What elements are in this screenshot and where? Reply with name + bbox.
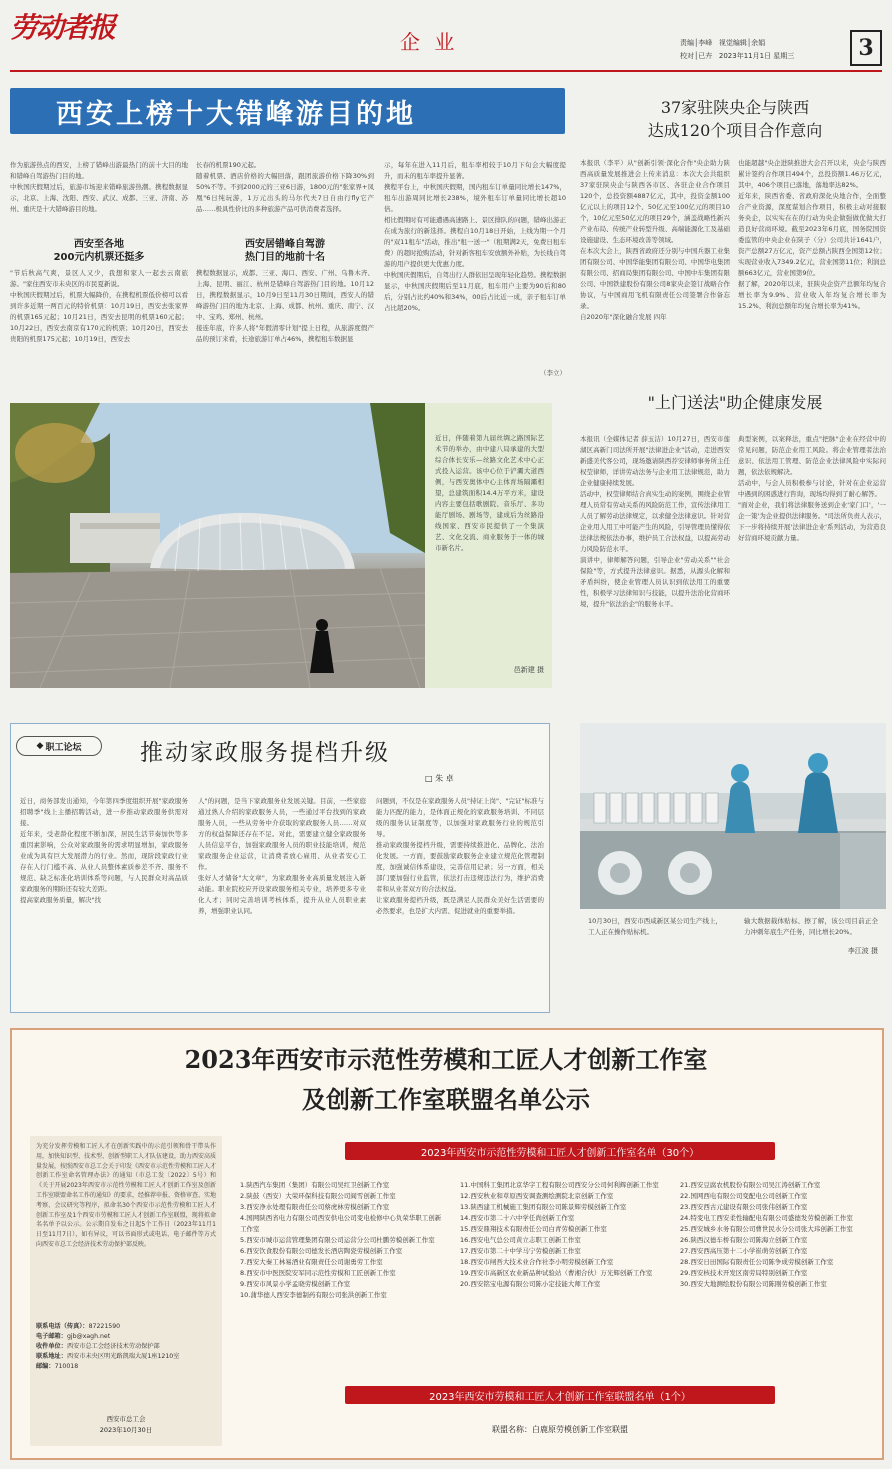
xian-peak-byline: （李立） — [540, 369, 566, 377]
alliance-name: 联盟名称：白鹿原劳模创新工作室联盟 — [492, 1425, 628, 1434]
article-law-body-1: 本报讯（全媒体记者 薛玉洁）10月27日，西安市莲湖区高新门司法所开展"法律进企业"活动，走进西安新盛美代客公司，现场邀请陕西荐安律师事务所主任权莹律师，详讲劳动法务与企业用工法律规范，助力企业健康持续发展。 活动中，权莹律师结合真实生动的案例，围绕企业管理人员常有劳动关系的风险防范工作，宣传法律用工人员了解劳动法律规定，以求健全法律意识。针对营企业用人用工中可能产生的风险，引导管理员懂得依法律法规依法办事，维护员工合法权益，以提高劳动力风险防范水平。 演讲中，律师解答问题，引导企业"劳动关系""社会保险"等，方式提升法律意识。据悉，从源头化解和矛盾纠纷，使企业管理人员认识到依法用工的重要性，积极学习法律知识与技能，以提升法治化营商环境，提升"依法治企"的服务水平。 — [580, 435, 730, 608]
contact-email[interactable]: gjb@xagh.net — [66, 1333, 111, 1340]
xian-peak-subhead-2: 西安居错峰自驾游 热门目的地前十名 — [245, 239, 325, 263]
notice-signature-org: 西安市总工会 — [106, 1415, 146, 1423]
column-tag — [16, 736, 102, 756]
stadium-caption-box — [425, 403, 552, 688]
editor-line: 责编│李峰 视觉编辑│余娟 — [680, 39, 766, 47]
contact-address: 西安市未央区明光路凯瑞大厦1座1210室 — [66, 1353, 180, 1360]
contact-receiver-row: 收件单位：西安市总工会经济技术劳动保护部 — [36, 1343, 160, 1350]
notice-headline-1: 2023年西安市示范性劳模和工匠人才创新工作室 — [184, 1045, 708, 1074]
domestic-body-2: 人"的问题，是当下家政服务业发展关键。目前，一些家庭通过熟人介绍的家政服务人员，一些通过平台找到的家政服务人员，一些从劳务中介获取的家政服务人员……对双方的权益保障还存在不足。对此，需要建立健全家政服务人员信息平台，加强家政服务人员的职业技能培训，规范家政服务企业运营，让消费者放心雇用、从业者安心工作。 张好人才储备"大文章"，为家政服务业高质量发展注入新动能。职业院校应开设家政服务相关专业，培养更多专业化人才；同时完善培训考核体系，提升从业人员职业素养，增强职业认同。 — [198, 797, 366, 915]
masthead-logo: 劳动者报 — [10, 11, 115, 44]
stadium-photo — [10, 403, 425, 688]
headline-37-soe: 37家驻陕央企与陕西 达成120个项目合作意向 — [647, 98, 823, 140]
xian-peak-body-3: 长春的机票190元起。 随着机票、酒店价格的大幅回落，跟团旅游价格下降30%到50%不等。不到2000元的三亚6日游，1800元的"张家界+凤凰"6日纯玩游，1万元出头的马尔代夫7日自由行fly它产品……极具性价比的多种旅游产品可供消费者选择。 — [196, 161, 374, 213]
section-title: 企 业 — [400, 30, 459, 54]
headline-xian-peak: 西安上榜十大错峰游目的地 — [56, 98, 416, 130]
domestic-author: □ 朱 卓 — [425, 774, 454, 783]
xian-peak-subhead-1: 西安至各地 200元内机票还挺多 — [53, 239, 145, 263]
proof-line: 校对│已卉 2023年11月1日 星期三 — [680, 52, 795, 60]
factory-caption-2: 输大数据载体贴标、擦了解，该公司目前正全力冲刺年底生产任务，同比增长20%。 — [744, 917, 878, 936]
column-tag-label: 职工论坛 — [45, 742, 82, 753]
xian-peak-body-1: 作为旅游热点的西安，上榜了错峰出游最热门的前十大目的地和错峰自驾游热门目的地。 中秋国庆假期过后，旅游市场迎来错峰旅游热潮。携程数据显示，北京、上海、沈阳、西安、武汉、成都、三亚、济南、苏州、重庆是十大错峰游目的地。 — [10, 161, 188, 213]
factory-credit: 李江波 摄 — [847, 947, 878, 955]
notice-list-col-3: 21.西安豆腐农机股份有限公司吴江涛创新工作室 22.国网西电有限公司变配电公司创新工作室 23.西安西古元建设有限公司张伟创新工作室 24.特变电工西安柔性输配电有限公司盛德发劳模创新工作室 25.西安城乡水务有限公司曹世民水分公司张大玮创新工作室 26.陕西汉德车桥有限公司陈海立创新工作室 27.西安西高压第十二小学崔萌劳创新工作室 28.西安日田国际有限责任公司陈争成劳模创新工作室 29.西安核技术开发区南劳局特别创新工作室 30.西安大地测绘股份有限公司陈刚劳模创新工作室 — [680, 1181, 853, 1288]
stadium-credit: 邑新建 摄 — [513, 666, 544, 674]
headline-domestic: 推动家政服务提档升级 — [140, 740, 390, 766]
notice-list-col-1: 1.陕西汽车集团（集团）有限公司吴红卫创新工作室 2.陕鼓（西安）大荣环保科技有限公司阎雪创新工作室 3.西安净水处理有限责任公司蔡虎林劳模创新工作室 4.国网陕西省电力有限公司西安供电公司变电检修中心负荣华职工创新工作室 5.西安市城市运营管理集团有限公司运营分公司杜鹏劳模创新工作室 6.西安饮食股份有限公司德发长酒店陶瓷劳模创新工作室 7.西安大秦工林易酒业有限责任公司谢勇劳工作室 8.西安市中医医院安军同示范性劳模和工匠创新工作室 9.西安市风景小学孟晓劳模创新工作室 10.蒲华德人西安李德制药有限公司张洪创新工作室 — [240, 1181, 442, 1299]
page-number: 3 — [850, 30, 882, 66]
notice-contact — [36, 1322, 216, 1410]
xian-peak-body-2: "节后秋高气爽，景区人又少，我想和家人一起去云南旅游。"家住西安市未央区的市民夏新说。 中秋国庆假期过后，机票大幅降价，在携程机票低价榜可以看到许多近期一两百元的特价机票：10月19日，西安去张家界的机票165元起；10月21日，西安去昆明的机票160元起；10月22日，西安去南京有170元的机票；10月20日，西安去贵阳的机票175元起；10月19日，西安去 — [10, 269, 188, 343]
domestic-body-1: 近日，商务部发出通知，今年第四季度组织开展"家政服务招聘季"线上主播招聘活动，进一步推动家政服务供需对接。 近年来，受老龄化程度不断加深，居民生活节奏加快等多重因素影响，公众对家政服务的需求明显增加，家政服务业成为具有巨大发展潜力的行业。然而，现阶段家政行业存在人行门槛不高、从业人员整体素质参差不齐、服务不规范、缺乏标准化培训体系等问题，与人民群众对高品质家政服务的期盼还有较大差距。 提高家政服务质量，解决"找 — [20, 797, 188, 904]
notice-signature-date: 2023年10月30日 — [99, 1426, 153, 1434]
xian-peak-body-5: 示，每年在进入11月后，租车率相较于10月下旬会大幅度提升，而未的租车率提升显著。 携程平台上，中秋国庆假期，国内租车订单量同比增长147%，租车出游周同比增长238%，境外租车订单量同比增长超10倍。 相比假期时有可能遭遇高速路上、景区排队的问题，错峰出游正在成为旅行的新选择。携程自10月18日开始，上线为期一个月的"双11租车"活动，推出"租一送一"（租期满2天，免费日租车费）的超时抢购活动，针对新客租车安放额外补贴，为长线自驾游的用户提供更大优惠力度。 中秋国庆假期后，自驾出行人群依旧呈现年轻化趋势。携程数据显示，中秋国庆假期后至11月底，租车用户主要为90后和80后，分别占比约40%和34%，00后占比近一成，亲子租车订单占比超20%。 — [384, 161, 566, 312]
contact-address-row: 联系地址：西安市未央区明光路凯瑞大厦1座1210室 — [36, 1353, 180, 1360]
column-tag-icon: ◆ — [36, 741, 44, 751]
contact-receiver: 西安市总工会经济技术劳动保护部 — [66, 1343, 160, 1350]
notice-intro: 为充分发挥劳模和工匠人才在创新实践中的示范引领和骨干带头作用，加快知识型、技术型、创新型职工人才队伍建设，助力西安高质量发展，按照西安市总工会关于印发《西安市示范性劳模和工匠人才创新工作室命名管理办法》的通知（市总工发〔2022〕5号）和《关于开展2023年西安市示范性劳模和工匠人才创新工作室及创新工作室联盟命名工作的通知》的要求，经推荐申报、资格审查、实地考察、会议研究等程序，拟命名30个西安市示范性劳模和工匠人才创新工作室及1个西安市劳模和工匠人才创新工作室联盟，现将拟命名名单予以公示。公示期自发布之日起5个工作日（2023年11月1日至11月7日），如有异议，可以书面形式或电话、电子邮件等方式向西安市总工会经济技术劳动保护部反映。 — [36, 1143, 216, 1248]
contact-phone: 87221590 — [88, 1323, 121, 1330]
domestic-body-3: 问题到，不仅是在家政服务人员"持证上岗"、"完证"标准与能力匹配的能力，是体面正规化的家政服务培训、不同层级的服务认证制度等，以加强对家政服务行业的规范引导。 推动家政服务提档升级，需要持续推进化、品牌化、法治化发展。一方面，要鼓励家政服务企业建立规范化管理制度，加强诚信体系建设，完善信用记录；另一方面，相关部门要加强行业监管，依法打击违规违法行为，维护消费者和从业者双方的合法权益。 让家政服务提档升级，既是满足人民群众美好生活需要的必然要求，也是扩大内需、促进就业的重要举措。 — [376, 797, 544, 915]
factory-photo — [580, 723, 886, 909]
contact-phone-row: 联系电话（传真）：87221590 — [36, 1323, 121, 1330]
factory-caption-1: 10月30日，西安市西咸新区某公司生产线上，工人正在操作贴标机。 — [588, 917, 722, 936]
article-37-body-1: 本报讯（李平）从"创新引领·深化合作"央企助力陕西高质量发展推进会上传来消息：本次大会共组织37家驻陕央企与陕西各市区、各驻企业合作项目120个，总投资额4887亿元，其中，投资金额100亿元以上的项目12个、50亿元至100亿元的项目10个，10亿元至50亿元的项目29个，涵盖战略性新兴产业布局、传统产业转型升级、高端能源化工及基础设施建设、生态环境改善等领域。 在本次大会上，陕西省政府还分别与中国兵器工业集团有限公司、中国华能集团有限公司、中国华电集团有限公司、招商局集团有限公司、中国中车集团有限公司、中国铁建股份有限公司8家央企签订战略合作协议，与中国商用飞机有限责任公司签署合作备忘录。 自2020年"深化融合发展 四年 — [580, 159, 730, 321]
notice-list-col-2: 11.中国科工集团北京华字工程有限公司西安分公司何利辉创新工作室 12.西安秋业和草原西安调查测绘测院北京创新工作室 13.陕西建工机械施工集团有限公司陈景辉劳模创新工作室 14.西安市第二十六中学任尚创新工作室 15.西安鼎翔技术有限责任公司白青劳模创新工作室 16.西安电气总公司黄立志职工创新工作室 17.西安市第二十中学马宁劳模创新工作室 18.西安市闸吾大技术业合作社李小明劳模创新工作室 19.西安市高新区农业新品种试验站（曹湘合伙）万光辉创新工作室 20.西安铭宝电源有限公司陈小定技能大师工作室 — [460, 1181, 659, 1288]
masthead-rule — [10, 70, 882, 72]
alliance-header-pill: 2023年西安市劳模和工匠人才创新工作室联盟名单（1个） — [345, 1386, 775, 1404]
article-law-body-2: 典型案例，以案释法，重点"把脉"企业在经营中的常见问题，防范企业用工风险。将企业管理者法治意识、依法用工管理、防范企业法律风险中实际问题，依法依规解决。 活动中，与会人员积极参与讨论，针对在企业运营中遇到的困惑进行咨询，现场均得到了耐心解答。 "面对企业，我们将法律服务送到企业'家门口'，'一企一策'为企业提供法律服务。"司法所负责人表示，下一步将持续开展'法律进企业'系列活动，为营造良好营商环境贡献力量。 — [738, 435, 886, 542]
stadium-caption: 近日，伴随着第九届丝绸之路国际艺术节的举办，由中建八局承建的大型综合体长安乐—丝路文化艺术中心正式投入运营。该中心位于浐灞大道西侧，与西安奥体中心主体育场隔灞相望，总建筑面积14.4万平方米，建设内容主要包括歌剧院、音乐厅、多功能厅剧场、剧场等，建成后为丝路沿线国家、西安市民提供了一个集演艺、文化交流、商业服务于一体的城市新名片。 — [435, 434, 544, 552]
contact-postcode-row: 邮编：710018 — [36, 1363, 79, 1370]
xian-peak-body-4: 携程数据显示，成都、三亚、海口、西安、广州、乌鲁木齐、上海、昆明、丽江、杭州是错峰自驾游热门目的地。10月12日，携程数据显示，10月9日至11月30日期间，西安人的错峰游热门目的地为北京、上海、成都、杭州、重庆、南宁、汉中、宝鸡、郑州、杭州。 接连年底，许多人将"年假清零计划"提上日程，从旅游度假产品的预订来看，长途旅游订单占46%，携程租车数据显 — [196, 269, 374, 343]
notice-headline-2: 及创新工作室联盟名单公示 — [302, 1085, 590, 1114]
factory-illustration — [580, 723, 886, 909]
headline-law: "上门送法"助企健康发展 — [647, 393, 823, 412]
article-37-body-2: 也能超越"央企进陕推进大会召开以来，央企与陕西累计签约合作项目494个，总投资额1.46万亿元，其中，406个项目已落地，落地率达82%。 近年来，陕西省委、省政府深化央地合作，全面整合产业资源，深度谋划合作项目，积极主动对接服务央企，以实实在在的行动为央企做强做优做大打造良好营商环境。截至2023年6月底，国务院国资委监管的中央企业在陕子（分）公司共计1641户，资产总额27万亿元，资产总额占陕西全国第12位；实现营业收入7349.2亿元，营业国第11位；利润总额663亿元，营业国第9位。 据了解，2020年以来，驻陕央企资产总额年均复合增长率为9.9%、营业收入年均复合增长率为15.2%、利润总额年均复合增长率为41%。 — [738, 159, 886, 310]
contact-postcode: 710018 — [54, 1363, 79, 1370]
stadium-illustration — [10, 403, 425, 688]
contact-email-row: 电子邮箱：gjb@xagh.net — [36, 1333, 111, 1340]
headline-banner — [10, 88, 565, 134]
list-header-pill: 2023年西安市示范性劳模和工匠人才创新工作室名单（30个） — [345, 1142, 775, 1160]
